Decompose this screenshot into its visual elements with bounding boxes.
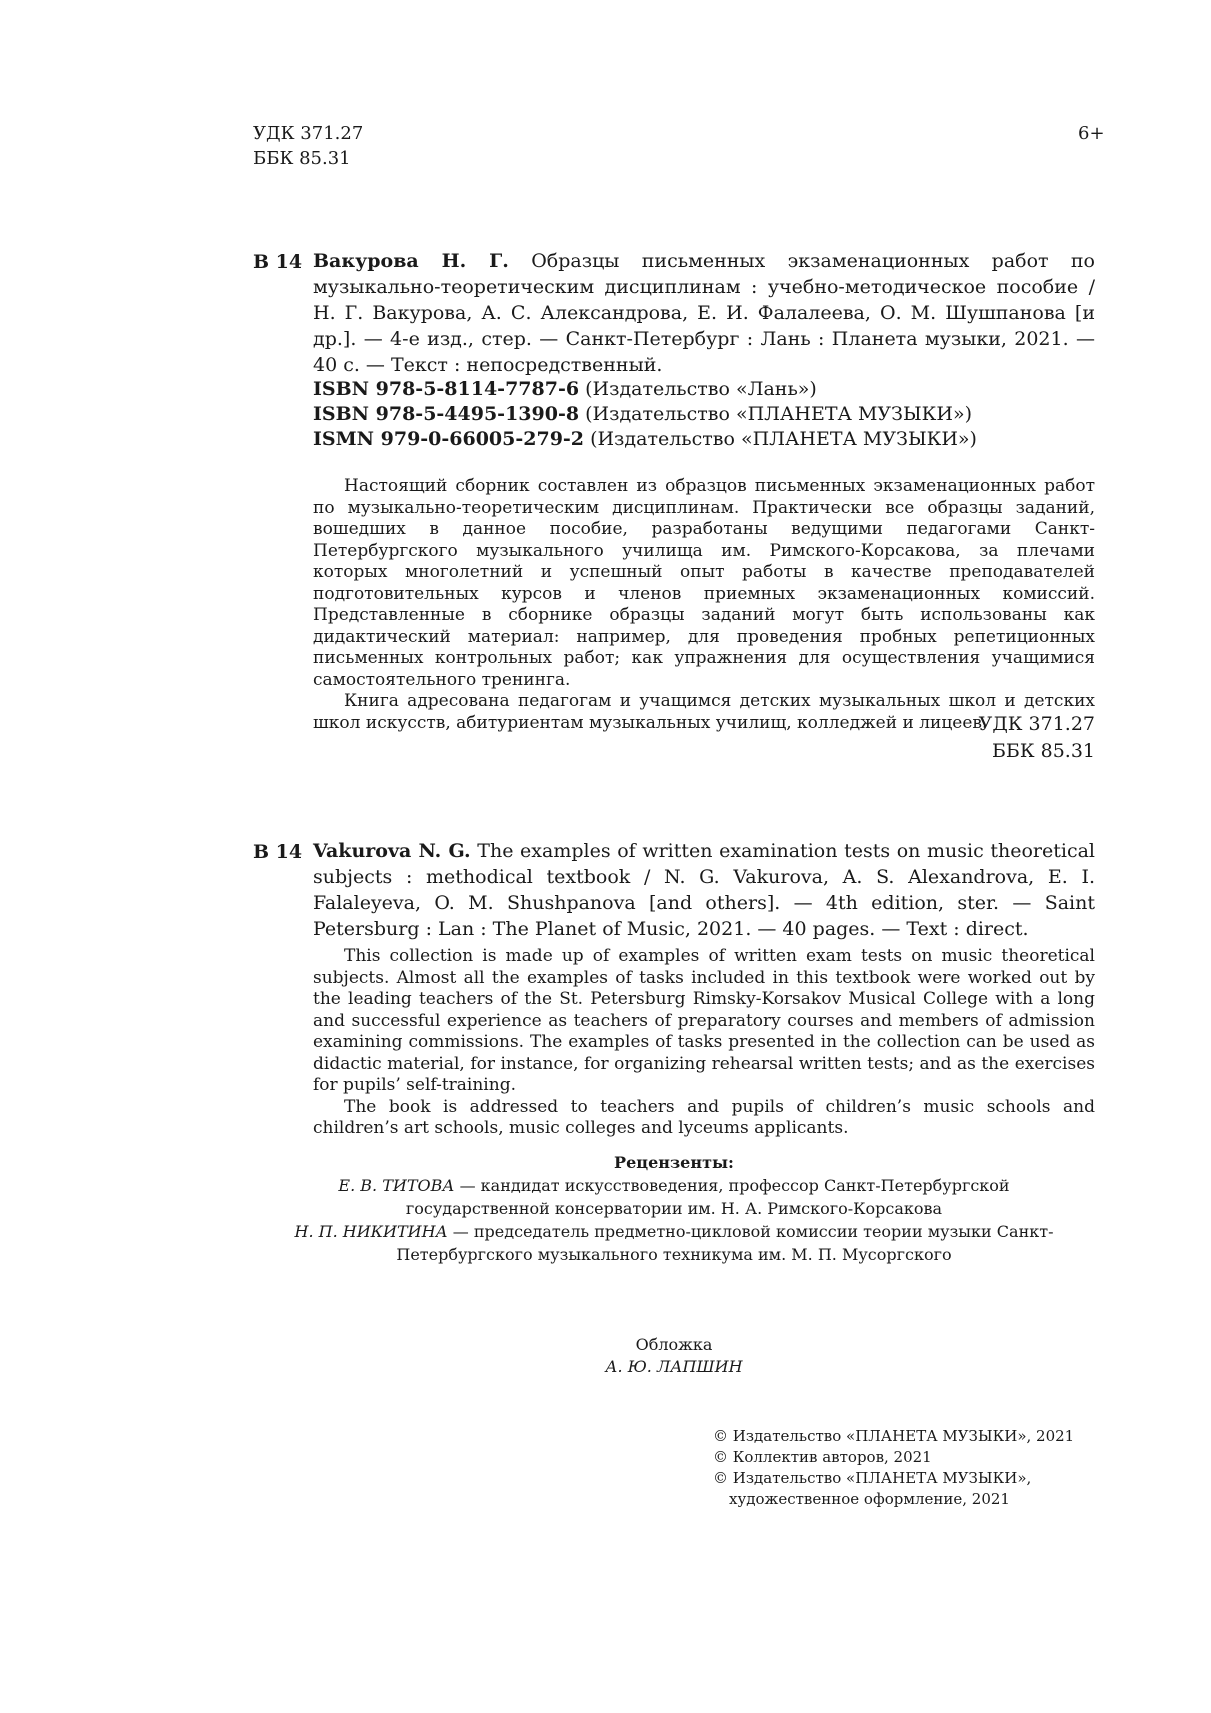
reviewer-credentials: — председатель предметно-цикловой комиссии теории музыки Санкт- <box>447 1222 1054 1241</box>
en-annotation-paragraph: This collection is made up of examples of written exam tests on music theoretical subjects. Almost all the examples of tasks included in this textbook were worked out by the leading teachers of the St. Petersburg Rimsky-Korsakov Musical College with a long and successful experience as teachers of preparatory courses and members of admission examining commissions. The examples of tasks presented in the collection can be used as didactic material, for instance, for organizing rehearsal written tests; and as the exercises for pupils’ self-training. <box>313 946 1095 1095</box>
ru-bibliographic-record <box>313 248 1095 378</box>
ru-author-code: В 14 <box>253 251 303 273</box>
en-description: The examples of written examination tests on music theoretical subjects : methodical textbook / N. G. Vakurova, A. S. Alexandrova, E. I. Falaleyeva, O. M. Shushpanova [and others]. — 4th edition, ster. — Saint Petersburg : Lan : The Planet of Music, 2021. — 40 pages. — Text : direct. <box>313 840 1096 940</box>
reviewers-block <box>253 1151 1095 1266</box>
age-rating: 6+ <box>1078 123 1105 144</box>
copyright-line: © Издательство «ПЛАНЕТА МУЗЫКИ», 2021 <box>713 1427 1075 1445</box>
copyright-block <box>713 1426 1098 1510</box>
header-classification <box>253 121 363 171</box>
cover-credit <box>253 1334 1095 1378</box>
cover-label: Обложка <box>635 1335 713 1354</box>
isbn-publisher: (Издательство «Лань») <box>585 378 817 400</box>
en-author-code: В 14 <box>253 841 303 863</box>
copyright-line: © Издательство «ПЛАНЕТА МУЗЫКИ», художественное оформление, 2021 <box>713 1469 1032 1508</box>
reviewers-title: Рецензенты: <box>614 1153 734 1172</box>
ru-author: Вакурова Н. Г. <box>313 250 509 272</box>
isbn-list <box>313 377 977 452</box>
reviewer-line: Петербургского музыкального техникума им. М. П. Мусоргского <box>396 1245 952 1264</box>
ru-annotation-paragraph: Книга адресована педагогам и учащимся детских музыкальных школ и детских школ искусств, абитуриентам музыкальных училищ, колледжей и лицеев. <box>313 691 1095 733</box>
reviewer-credentials: — кандидат искусствоведения, профессор Санкт-Петербургской <box>454 1176 1010 1195</box>
ismn-number: ISMN 979-0-66005-279-2 <box>313 428 585 450</box>
header-udk: УДК 371.27 <box>253 123 364 144</box>
ru-bbk: ББК 85.31 <box>991 740 1095 762</box>
isbn-publisher: (Издательство «ПЛАНЕТА МУЗЫКИ») <box>585 403 972 425</box>
en-author: Vakurova N. G. <box>313 840 471 862</box>
ru-annotation <box>313 476 1095 734</box>
isbn-number: ISBN 978-5-4495-1390-8 <box>313 403 580 425</box>
ru-classification <box>960 711 1095 765</box>
reviewer-line <box>253 1174 1095 1197</box>
en-annotation-paragraph: The book is addressed to teachers and pupils of children’s music schools and children’s art schools, music colleges and lyceums applicants. <box>313 1096 1095 1138</box>
reviewer-name: Н. П. НИКИТИНА <box>294 1222 448 1241</box>
ru-udk: УДК 371.27 <box>978 713 1095 735</box>
header-bbk: ББК 85.31 <box>253 148 351 169</box>
en-annotation <box>313 946 1095 1140</box>
isbn-line <box>313 377 977 402</box>
copyright-line: © Коллектив авторов, 2021 <box>713 1448 932 1466</box>
en-bibliographic-record <box>313 838 1095 942</box>
reviewer-line: государственной консерватории им. Н. А. Римского-Корсакова <box>405 1199 943 1218</box>
isbn-publisher: (Издательство «ПЛАНЕТА МУЗЫКИ») <box>590 428 977 450</box>
ru-description: Образцы письменных экзаменационных работ по музыкально-теоретическим дисциплинам : учебно-методическое пособие / Н. Г. Вакурова, А. С. Александрова, Е. И. Фалалеева, О. М. Шушпанова [и др.]. — 4-е изд., стер. — Санкт-Петербург : Лань : Планета музыки, 2021. — 40 с. — Текст : непосредственный. <box>313 250 1095 376</box>
cover-designer: А. Ю. ЛАПШИН <box>605 1357 743 1376</box>
isbn-line <box>313 402 977 427</box>
isbn-line <box>313 427 977 452</box>
isbn-number: ISBN 978-5-8114-7787-6 <box>313 378 580 400</box>
reviewer-line <box>253 1220 1095 1243</box>
ru-annotation-paragraph: Настоящий сборник составлен из образцов письменных экзаменационных работ по музыкально-теоретическим дисциплинам. Практически все образцы заданий, вошедших в данное пособие, разработаны ведущими педагогами Санкт-Петербургского музыкального училища им. Римского-Корсакова, за плечами которых многолетний и успешный опыт работы в качестве преподавателей подготовительных курсов и членов приемных экзаменационных комиссий. Представленные в сборнике образцы заданий могут быть использованы как дидактический материал: например, для проведения пробных репетиционных письменных контрольных работ; как упражнения для осуществления учащимися самостоятельного тренинга. <box>313 476 1095 690</box>
reviewer-name: Е. В. ТИТОВА <box>338 1176 455 1195</box>
